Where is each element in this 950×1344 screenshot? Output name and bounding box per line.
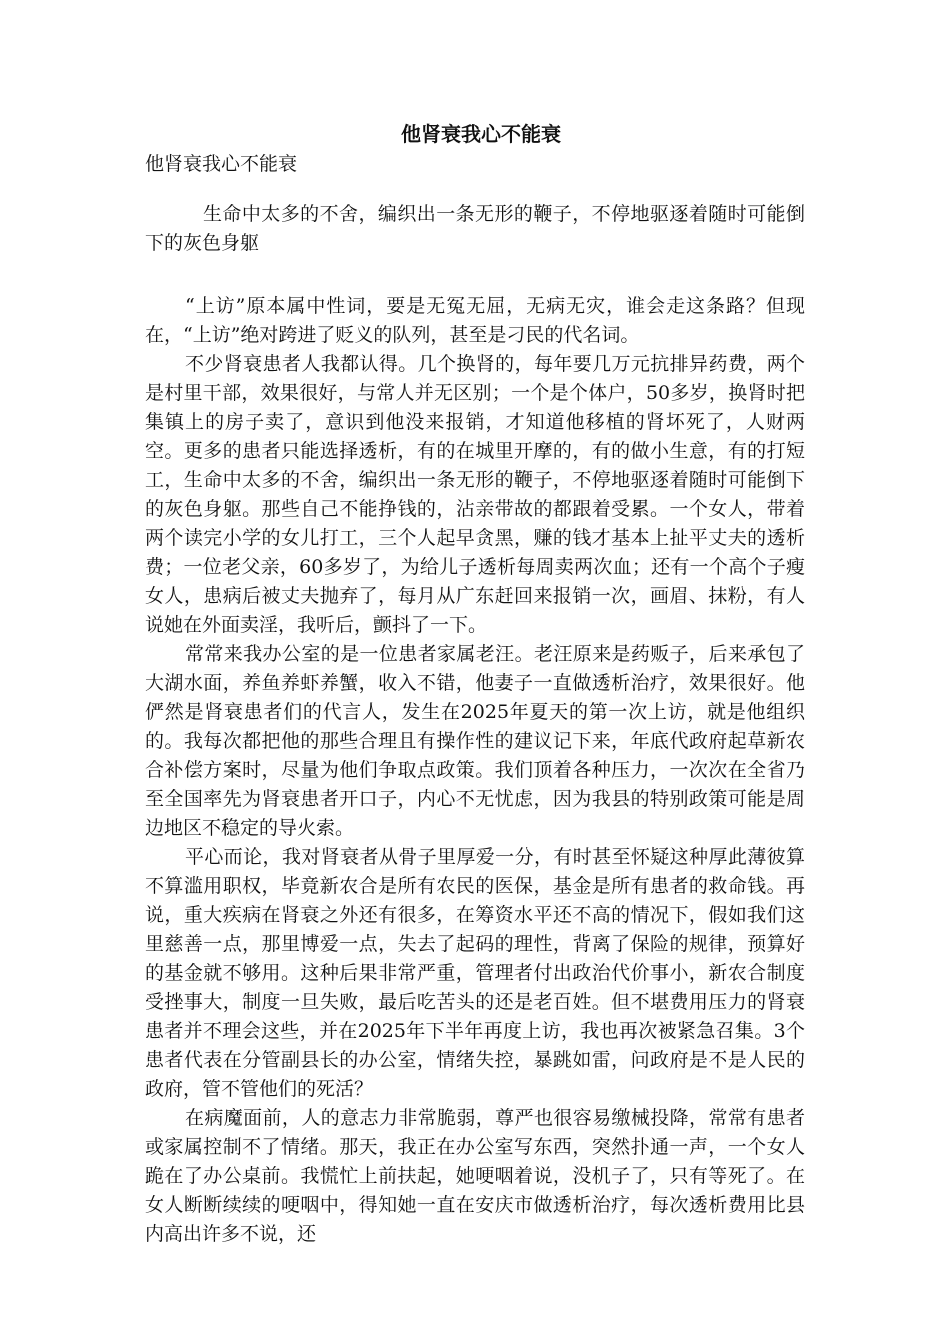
lead-paragraph: 生命中太多的不舍，编织出一条无形的鞭子，不停地驱逐着随时可能倒下的灰色身躯 xyxy=(145,203,805,254)
document-page xyxy=(145,118,805,1249)
body-paragraph-3: 常常来我办公室的是一位患者家属老汪。老汪原来是药贩子，后来承包了大湖水面，养鱼养虾养蟹，收入不错，他妻子一直做透析治疗，效果很好。他俨然是肾衰患者们的代言人，发生在2025年夏天的第一次上访，就是他组织的。我每次都把他的那些合理且有操作性的建议记下来，年底代政府起草新农合补偿方案时，尽量为他们争取点政策。我们顶着各种压力，一次次在全省乃至全国率先为肾衰患者开口子，内心不无忧虑，因为我县的特别政策可能是周边地区不稳定的导火索。 xyxy=(145,643,805,839)
body-paragraph-5: 在病魔面前，人的意志力非常脆弱，尊严也很容易缴械投降，常常有患者或家属控制不了情绪。那天，我正在办公室写东西，突然扑通一声，一个女人跪在了办公桌前。我慌忙上前扶起，她哽咽着说，没机子了，只有等死了。在女人断断续续的哽咽中，得知她一直在安庆市做透析治疗，每次透析费用比县内高出许多不说，还 xyxy=(145,1107,805,1245)
document-subtitle: 他肾衰我心不能衰 xyxy=(145,153,298,175)
document-title: 他肾衰我心不能衰 xyxy=(401,122,561,146)
body-paragraph-4: 平心而论，我对肾衰者从骨子里厚爱一分，有时甚至怀疑这种厚此薄彼算不算滥用职权，毕竟新农合是所有农民的医保，基金是所有患者的救命钱。再说，重大疾病在肾衰之外还有很多，在筹资水平还不高的情况下，假如我们这里慈善一点，那里博爱一点，失去了起码的理性，背离了保险的规律，预算好的基金就不够用。这种后果非常严重，管理者付出政治代价事小，新农合制度受挫事大，制度一旦失败，最后吃苦头的还是老百姓。但不堪费用压力的肾衰患者并不理会这些，并在2025年下半年再度上访，我也再次被紧急召集。3个患者代表在分管副县长的办公室，情绪失控，暴跳如雷，问政府是不是人民的政府，管不管他们的死活？ xyxy=(145,846,805,1100)
body-paragraph-1: “上访”原本属中性词，要是无冤无屈，无病无灾，谁会走这条路？但现在，“上访”绝对跨进了贬义的队列，甚至是刁民的代名词。 xyxy=(145,295,805,346)
body-paragraph-2: 不少肾衰患者人我都认得。几个换肾的，每年要几万元抗排异药费，两个是村里干部，效果很好，与常人并无区别；一个是个体户，50多岁，换肾时把集镇上的房子卖了，意识到他没来报销，才知道他移植的肾坏死了，人财两空。更多的患者只能选择透析，有的在城里开摩的，有的做小生意，有的打短工，生命中太多的不舍，编织出一条无形的鞭子，不停地驱逐着随时可能倒下的灰色身躯。那些自己不能挣钱的，沾亲带故的都跟着受累。一个女人，带着两个读完小学的女儿打工，三个人起早贪黑，赚的钱才基本上扯平丈夫的透析费；一位老父亲，60多岁了，为给儿子透析每周卖两次血；还有一个高个子瘦女人，患病后被丈夫抛弃了，每月从广东赶回来报销一次，画眉、抹粉，有人说她在外面卖淫，我听后，颤抖了一下。 xyxy=(145,353,805,636)
